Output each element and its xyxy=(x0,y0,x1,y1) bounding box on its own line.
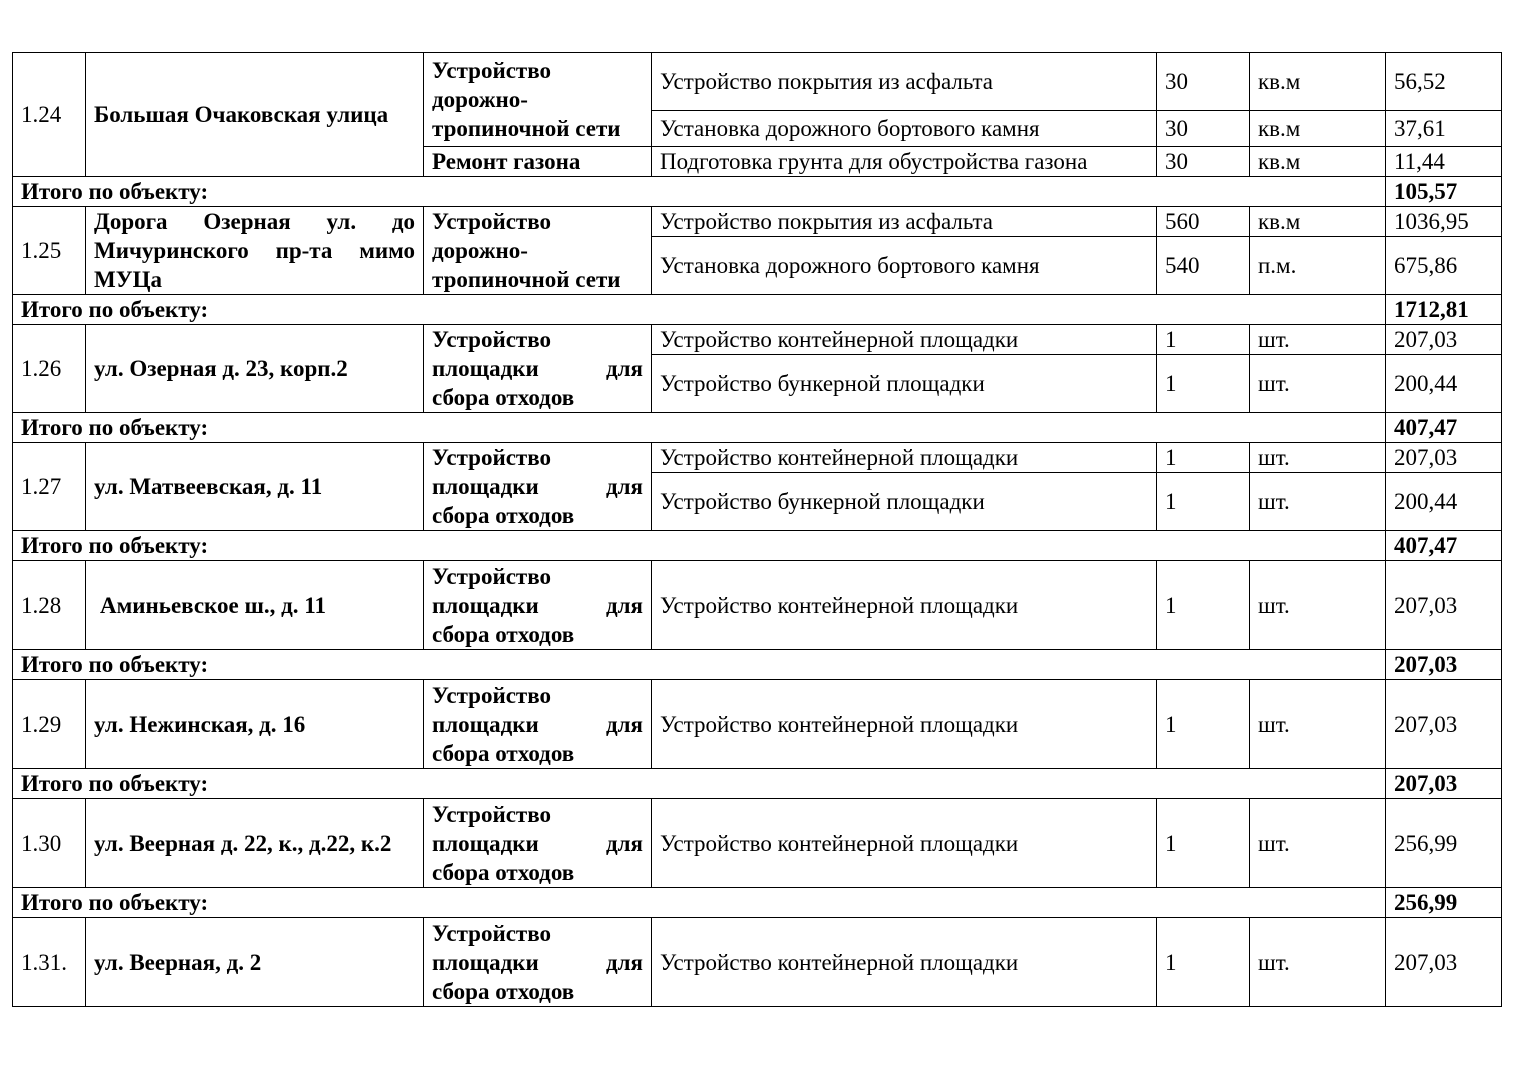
work-unit: шт. xyxy=(1250,473,1386,531)
table-row xyxy=(13,443,1502,473)
work-quantity: 30 xyxy=(1157,53,1250,111)
work-name: Установка дорожного бортового камня xyxy=(652,111,1157,147)
work-name: Устройство контейнерной площадки xyxy=(652,680,1157,769)
work-unit: кв.м xyxy=(1250,147,1386,177)
work-category: Устройство площадки для сбора отходов xyxy=(424,680,652,769)
object-address: ул. Веерная, д. 2 xyxy=(86,918,424,1007)
work-quantity: 560 xyxy=(1157,207,1250,237)
table-row xyxy=(13,799,1502,888)
object-number: 1.24 xyxy=(13,53,86,177)
work-cost: 1036,95 xyxy=(1386,207,1502,237)
object-number: 1.26 xyxy=(13,325,86,413)
total-row xyxy=(13,650,1502,680)
table-row xyxy=(13,325,1502,355)
work-unit: шт. xyxy=(1250,918,1386,1007)
table-row xyxy=(13,918,1502,1007)
work-quantity: 1 xyxy=(1157,355,1250,413)
object-address: Дорога Озерная ул. до Мичуринского пр-та мимо МУЦа xyxy=(86,207,424,295)
total-value: 407,47 xyxy=(1386,531,1502,561)
work-name: Устройство бункерной площадки xyxy=(652,473,1157,531)
work-name: Устройство контейнерной площадки xyxy=(652,325,1157,355)
object-address-text: Аминьевское ш., д. 11 xyxy=(100,592,327,618)
total-value: 105,57 xyxy=(1386,177,1502,207)
work-name: Подготовка грунта для обустройства газона xyxy=(652,147,1157,177)
work-name: Устройство контейнерной площадки xyxy=(652,918,1157,1007)
work-name: Устройство покрытия из асфальта xyxy=(652,53,1157,111)
work-quantity: 540 xyxy=(1157,237,1250,295)
work-category: Устройство площадки для сбора отходов xyxy=(424,443,652,531)
total-label: Итого по объекту: xyxy=(13,177,1386,207)
total-value: 207,03 xyxy=(1386,650,1502,680)
work-cost: 200,44 xyxy=(1386,473,1502,531)
total-label: Итого по объекту: xyxy=(13,888,1386,918)
work-quantity: 1 xyxy=(1157,443,1250,473)
work-unit: шт. xyxy=(1250,443,1386,473)
table-row xyxy=(13,53,1502,111)
work-category: Ремонт газона xyxy=(424,147,652,177)
object-address: ул. Веерная д. 22, к., д.22, к.2 xyxy=(86,799,424,888)
work-cost: 207,03 xyxy=(1386,325,1502,355)
object-number: 1.29 xyxy=(13,680,86,769)
work-category: Устройство площадки для сбора отходов xyxy=(424,799,652,888)
work-cost: 207,03 xyxy=(1386,680,1502,769)
table-row xyxy=(13,561,1502,650)
work-unit: шт. xyxy=(1250,325,1386,355)
work-name: Устройство бункерной площадки xyxy=(652,355,1157,413)
work-cost: 11,44 xyxy=(1386,147,1502,177)
total-row xyxy=(13,531,1502,561)
work-category: Устройство дорожно-тропиночной сети xyxy=(424,53,652,147)
work-unit: шт. xyxy=(1250,680,1386,769)
work-cost: 207,03 xyxy=(1386,443,1502,473)
work-category: Устройство площадки для сбора отходов xyxy=(424,918,652,1007)
work-quantity: 30 xyxy=(1157,147,1250,177)
total-label: Итого по объекту: xyxy=(13,769,1386,799)
object-address: ул. Матвеевская, д. 11 xyxy=(86,443,424,531)
work-unit: шт. xyxy=(1250,799,1386,888)
work-unit: шт. xyxy=(1250,355,1386,413)
work-unit: кв.м xyxy=(1250,207,1386,237)
work-cost: 207,03 xyxy=(1386,918,1502,1007)
work-quantity: 1 xyxy=(1157,680,1250,769)
work-name: Устройство контейнерной площадки xyxy=(652,799,1157,888)
work-name: Устройство покрытия из асфальта xyxy=(652,207,1157,237)
work-name: Устройство контейнерной площадки xyxy=(652,443,1157,473)
total-label: Итого по объекту: xyxy=(13,295,1386,325)
total-label: Итого по объекту: xyxy=(13,413,1386,443)
work-name: Установка дорожного бортового камня xyxy=(652,237,1157,295)
total-row xyxy=(13,177,1502,207)
work-quantity: 30 xyxy=(1157,111,1250,147)
object-number: 1.28 xyxy=(13,561,86,650)
work-unit: шт. xyxy=(1250,561,1386,650)
work-name: Устройство контейнерной площадки xyxy=(652,561,1157,650)
work-cost: 56,52 xyxy=(1386,53,1502,111)
works-table xyxy=(12,52,1502,1007)
object-address: Большая Очаковская улица xyxy=(86,53,424,177)
total-label: Итого по объекту: xyxy=(13,531,1386,561)
work-quantity: 1 xyxy=(1157,918,1250,1007)
object-number: 1.25 xyxy=(13,207,86,295)
work-unit: п.м. xyxy=(1250,237,1386,295)
work-quantity: 1 xyxy=(1157,561,1250,650)
work-cost: 37,61 xyxy=(1386,111,1502,147)
object-address: ул. Озерная д. 23, корп.2 xyxy=(86,325,424,413)
document-page xyxy=(12,52,1501,1007)
work-category: Устройство площадки для сбора отходов xyxy=(424,561,652,650)
total-value: 256,99 xyxy=(1386,888,1502,918)
work-cost: 675,86 xyxy=(1386,237,1502,295)
total-value: 207,03 xyxy=(1386,769,1502,799)
work-quantity: 1 xyxy=(1157,325,1250,355)
object-number: 1.27 xyxy=(13,443,86,531)
work-cost: 256,99 xyxy=(1386,799,1502,888)
table-row xyxy=(13,680,1502,769)
object-address xyxy=(86,561,424,650)
work-category: Устройство площадки для сбора отходов xyxy=(424,325,652,413)
work-unit: кв.м xyxy=(1250,53,1386,111)
work-quantity: 1 xyxy=(1157,799,1250,888)
total-value: 1712,81 xyxy=(1386,295,1502,325)
table-row xyxy=(13,207,1502,237)
total-row xyxy=(13,413,1502,443)
total-row xyxy=(13,888,1502,918)
work-quantity: 1 xyxy=(1157,473,1250,531)
work-category: Устройство дорожно-тропиночной сети xyxy=(424,207,652,295)
total-row xyxy=(13,769,1502,799)
object-number: 1.30 xyxy=(13,799,86,888)
total-value: 407,47 xyxy=(1386,413,1502,443)
work-cost: 207,03 xyxy=(1386,561,1502,650)
object-number: 1.31. xyxy=(13,918,86,1007)
object-address: ул. Нежинская, д. 16 xyxy=(86,680,424,769)
total-row xyxy=(13,295,1502,325)
work-unit: кв.м xyxy=(1250,111,1386,147)
total-label: Итого по объекту: xyxy=(13,650,1386,680)
work-cost: 200,44 xyxy=(1386,355,1502,413)
